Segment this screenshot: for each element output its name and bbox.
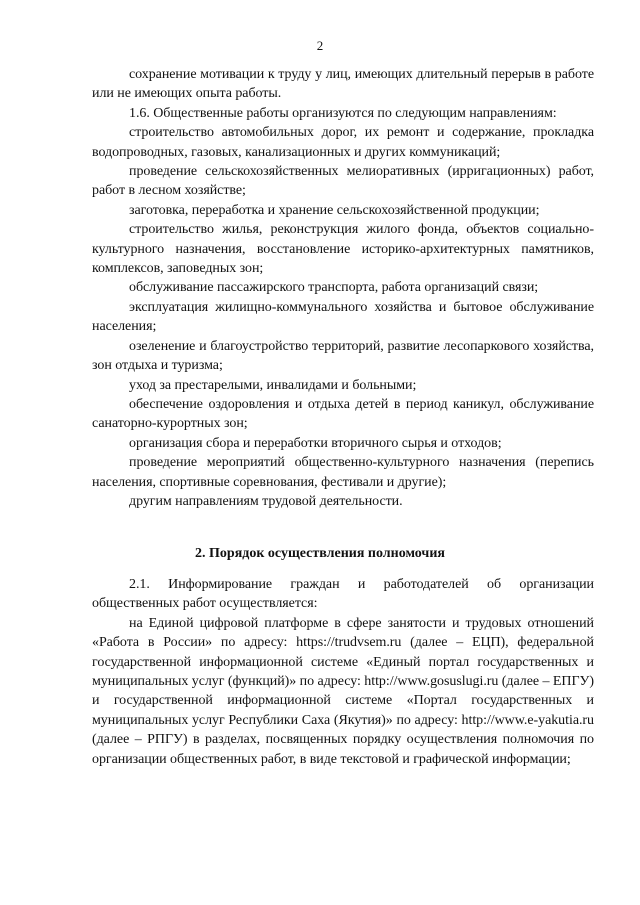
paragraph-roads: строительство автомобильных дорог, их ремонт и содержание, прокладка водопроводных, газовых, канализационных и других коммуникаций; (92, 125, 594, 160)
paragraph-2-1-informing: 2.1. Информирование граждан и работодателей об организации общественных работ осуществляется: (92, 577, 594, 612)
paragraph-melioration: проведение сельскохозяйственных мелиоративных (ирригационных) работ, работ в лесном хозяйстве; (92, 164, 594, 199)
section-2-heading: 2. Порядок осуществления полномочия (195, 546, 445, 561)
section-2-body (92, 575, 594, 769)
paragraph-landscaping: озеленение и благоустройство территорий, развитие лесопаркового хозяйства, зон отдыха и туризма; (92, 338, 594, 374)
paragraph-agriculture: заготовка, переработка и хранение сельскохозяйственной продукции; (129, 202, 540, 218)
paragraph-elderly-care: уход за престарелыми, инвалидами и больными; (129, 377, 417, 393)
paragraph-children-recreation: обеспечение оздоровления и отдыха детей в период каникул, обслуживание санаторно-курортных зон; (92, 396, 594, 432)
page-number: 2 (316, 38, 324, 53)
paragraph-1-6-intro: 1.6. Общественные работы организуются по следующим направлениям: (129, 105, 557, 121)
paragraph-recycling: организация сбора и переработки вторичного сырья и отходов; (129, 435, 502, 451)
paragraph-cultural-events: проведение мероприятий общественно-культурного назначения (перепись населения, спортивные соревнования, фестивали и другие); (92, 455, 594, 490)
paragraph-motivation: сохранение мотивации к труду у лиц, имеющих длительный перерыв в работе или не имеющих опыта работы. (92, 67, 594, 102)
section-1-body (92, 65, 594, 511)
paragraph-housing: строительство жилья, реконструкция жилого фонда, объектов социально-культурного назначения, восстановление историко-архитектурных памятников, комплексов, заповедных зон; (92, 222, 594, 277)
paragraph-utilities: эксплуатация жилищно-коммунального хозяйства и бытовое обслуживание населения; (92, 299, 594, 335)
paragraph-transport: обслуживание пассажирского транспорта, работа организаций связи; (129, 280, 539, 296)
paragraph-portals: на Единой цифровой платформе в сфере занятости и трудовых отношений «Работа в России» по адресу: https://trudvsem.ru (далее – ЕЦП), федеральной государственной информационной системе «Единый портал государственных и муниципальных услуг (функций)» по адресу: http://www.gosuslugi.ru (далее – ЕПГУ) и государственной информационной системе «Портал государственных и муниципальных услуг Республики Саха (Якутия)» по адресу: http://www.e-yakutia.ru (далее – РПГУ) в разделах, посвященных порядку осуществления полномочия по организации общественных работ, в виде текстовой и графической информации; (92, 615, 594, 767)
paragraph-other-directions: другим направлениям трудовой деятельности. (129, 493, 403, 509)
